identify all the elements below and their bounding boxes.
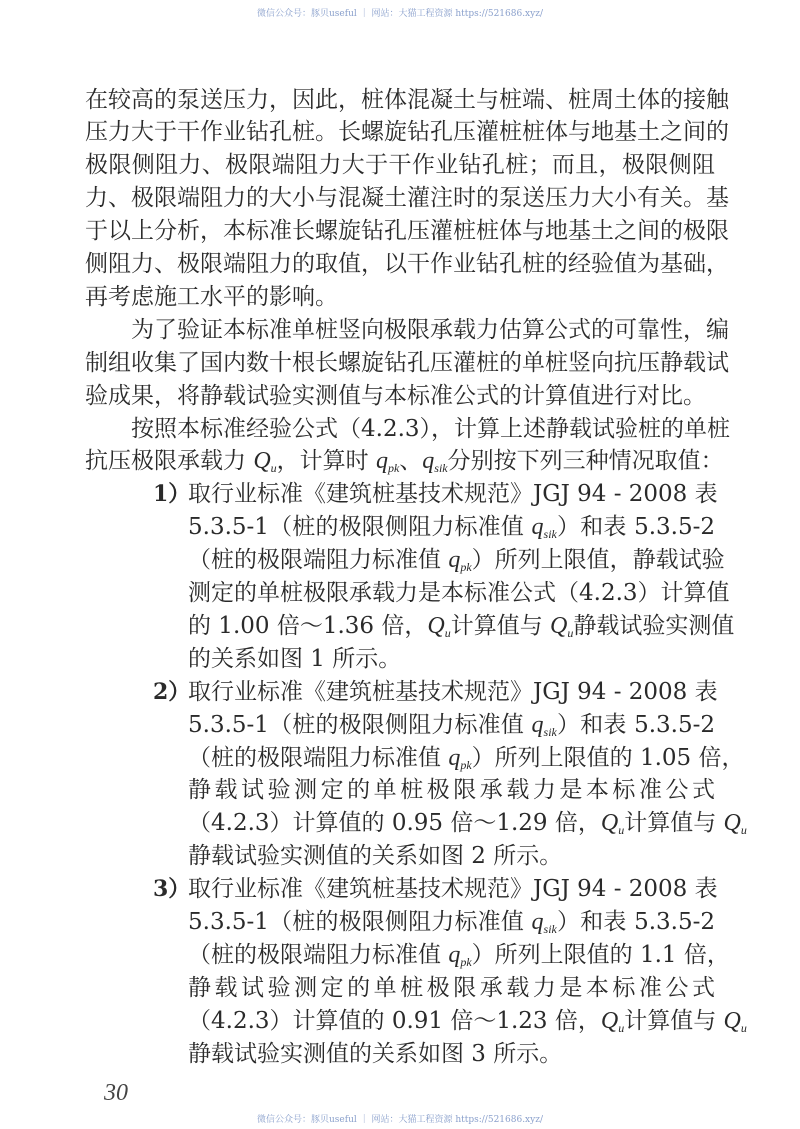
text-segment: ）和表 5.3.5-2 <box>556 711 715 738</box>
math-symbol: q <box>448 941 461 968</box>
list-item-number: 2） <box>153 678 191 705</box>
text-segment: 静载试验实测值的关系如图 2 所示。 <box>188 843 563 870</box>
text-line <box>188 906 715 939</box>
math-subscript: u <box>740 823 747 838</box>
text-segment: 静载试验测定的单桩极限承载力是本标准公式 <box>188 777 715 804</box>
footer-watermark: 微信公众号：豚贝useful ｜ 网站：大猫工程资源 https://521686.xyz/ <box>257 1115 543 1125</box>
text-segment: 计算值与 <box>624 1007 724 1034</box>
text-line <box>85 215 729 248</box>
text-line <box>188 807 747 840</box>
text-line <box>188 840 715 873</box>
text-line <box>188 511 715 544</box>
list-item-number: 1） <box>153 481 191 508</box>
text-segment: 压力大于干作业钻孔桩。长螺旋钻孔压灌桩桩体与地基土之间的 <box>85 119 729 146</box>
text-segment: ）所列上限值的 1.05 倍， <box>471 744 745 771</box>
math-subscript: sik <box>543 724 557 739</box>
text-line <box>188 1005 747 1038</box>
text-segment: （桩的极限端阻力标准值 <box>188 547 449 574</box>
text-segment: 取行业标准《建筑桩基技术规范》JGJ 94 - 2008 表 <box>188 481 718 508</box>
math-symbol: q <box>448 744 461 771</box>
math-symbol: q <box>531 514 544 541</box>
text-line <box>131 413 731 446</box>
text-line <box>188 939 730 972</box>
text-segment: 极限侧阻力、极限端阻力大于干作业钻孔桩；而且，极限侧阻 <box>85 152 715 179</box>
text-segment: （4.2.3）计算值的 0.95 倍～1.29 倍， <box>188 810 601 837</box>
text-segment: 计算值与 <box>450 612 551 639</box>
text-segment: 按照本标准经验公式（4.2.3），计算上述静载试验桩的单桩 <box>131 415 731 442</box>
text-segment: 在较高的泵送压力，因此，桩体混凝土与桩端、桩周土体的接触 <box>85 86 729 113</box>
text-segment: （4.2.3）计算值的 0.91 倍～1.23 倍， <box>188 1007 601 1034</box>
math-symbol: Q <box>723 1007 741 1034</box>
text-segment: 5.3.5-1（桩的极限侧阻力标准值 <box>188 514 532 541</box>
text-line <box>85 149 715 182</box>
text-segment: 5.3.5-1（桩的极限侧阻力标准值 <box>188 711 532 738</box>
text-line <box>85 182 729 215</box>
text-line <box>188 972 715 1005</box>
text-line <box>188 742 745 775</box>
text-line <box>85 248 729 281</box>
text-segment: 验成果，将静载试验实测值与本标准公式的计算值进行对比。 <box>85 382 706 409</box>
text-segment: 静载试验测定的单桩极限承载力是本标准公式 <box>188 974 715 1001</box>
text-segment: 取行业标准《建筑桩基技术规范》JGJ 94 - 2008 表 <box>188 876 718 903</box>
math-symbol: Q <box>253 448 271 475</box>
math-subscript: pk <box>460 560 472 575</box>
text-line <box>188 873 718 906</box>
math-subscript: pk <box>460 954 472 969</box>
text-segment: 测定的单桩极限承载力是本标准公式（4.2.3）计算值 <box>188 580 730 606</box>
text-segment: ，计算时 <box>276 448 376 475</box>
list-item-number: 3） <box>153 876 191 903</box>
text-segment: 的 1.00 倍～1.36 倍， <box>188 612 428 639</box>
text-line <box>85 281 715 314</box>
math-symbol: q <box>531 711 544 738</box>
math-symbol: Q <box>427 612 445 639</box>
text-line <box>85 84 729 117</box>
text-segment: 分别按下列三种情况取值： <box>447 448 724 475</box>
math-subscript: sik <box>543 527 557 542</box>
text-line <box>131 314 729 347</box>
text-line <box>188 676 718 709</box>
math-subscript: u <box>270 461 277 476</box>
math-symbol: Q <box>600 810 619 837</box>
text-line <box>85 380 715 413</box>
math-subscript: u <box>444 625 451 640</box>
text-line <box>188 478 718 511</box>
math-symbol: q <box>531 909 544 935</box>
math-subscript: u <box>618 823 625 838</box>
math-subscript: pk <box>387 461 400 476</box>
math-subscript: u <box>618 1020 625 1035</box>
header-watermark: 微信公众号：豚贝useful ｜ 网站：大猫工程资源 https://521686.xyz/ <box>257 9 543 19</box>
math-symbol: q <box>422 448 435 475</box>
text-line <box>188 544 725 577</box>
text-line <box>188 1038 715 1071</box>
math-symbol: q <box>375 448 388 475</box>
text-segment: 取行业标准《建筑桩基技术规范》JGJ 94 - 2008 表 <box>188 678 718 705</box>
text-segment: ）和表 5.3.5-2 <box>556 909 715 935</box>
math-subscript: u <box>567 625 574 640</box>
text-segment: 为了验证本标准单桩竖向极限承载力估算公式的可靠性，编 <box>131 316 729 343</box>
text-segment: 5.3.5-1（桩的极限侧阻力标准值 <box>188 909 532 935</box>
text-segment: （桩的极限端阻力标准值 <box>188 941 449 968</box>
text-segment: ）所列上限值，静载试验 <box>471 547 725 574</box>
text-line <box>188 709 715 742</box>
text-segment: 力、极限端阻力的大小与混凝土灌注时的泵送压力大小有关。基 <box>85 185 729 212</box>
math-subscript: pk <box>460 757 472 772</box>
math-symbol: Q <box>600 1007 619 1034</box>
text-segment: ）和表 5.3.5-2 <box>556 514 715 541</box>
text-segment: 的关系如图 1 所示。 <box>188 645 402 672</box>
text-segment: 抗压极限承载力 <box>85 448 254 475</box>
math-symbol: Q <box>723 810 741 837</box>
text-segment: 静载试验实测值的关系如图 3 所示。 <box>188 1040 563 1067</box>
text-line <box>188 577 730 610</box>
text-segment: 静载试验实测值 <box>573 612 735 639</box>
text-segment: 、 <box>399 448 423 475</box>
text-segment: （桩的极限端阻力标准值 <box>188 744 449 771</box>
text-line <box>85 116 729 149</box>
text-segment: 再考虑施工水平的影响。 <box>85 283 338 310</box>
text-segment: ）所列上限值的 1.1 倍， <box>471 941 730 968</box>
text-segment: 计算值与 <box>624 810 724 837</box>
text-line <box>85 445 724 478</box>
text-segment: 制组收集了国内数十根长螺旋钻孔压灌桩的单桩竖向抗压静载试 <box>85 349 729 376</box>
math-symbol: q <box>448 547 461 574</box>
math-subscript: sik <box>434 461 448 476</box>
text-segment: 于以上分析，本标准长螺旋钻孔压灌桩桩体与地基土之间的极限 <box>85 218 729 245</box>
text-segment: 侧阻力、极限端阻力的取值，以干作业钻孔桩的经验值为基础， <box>85 251 729 277</box>
text-line <box>188 774 715 807</box>
text-line <box>188 643 715 676</box>
text-line <box>188 610 735 643</box>
math-subscript: sik <box>543 922 557 936</box>
text-line <box>85 347 729 380</box>
page-number: 30 <box>104 1080 128 1106</box>
math-subscript: u <box>740 1020 747 1035</box>
math-symbol: Q <box>550 612 568 639</box>
